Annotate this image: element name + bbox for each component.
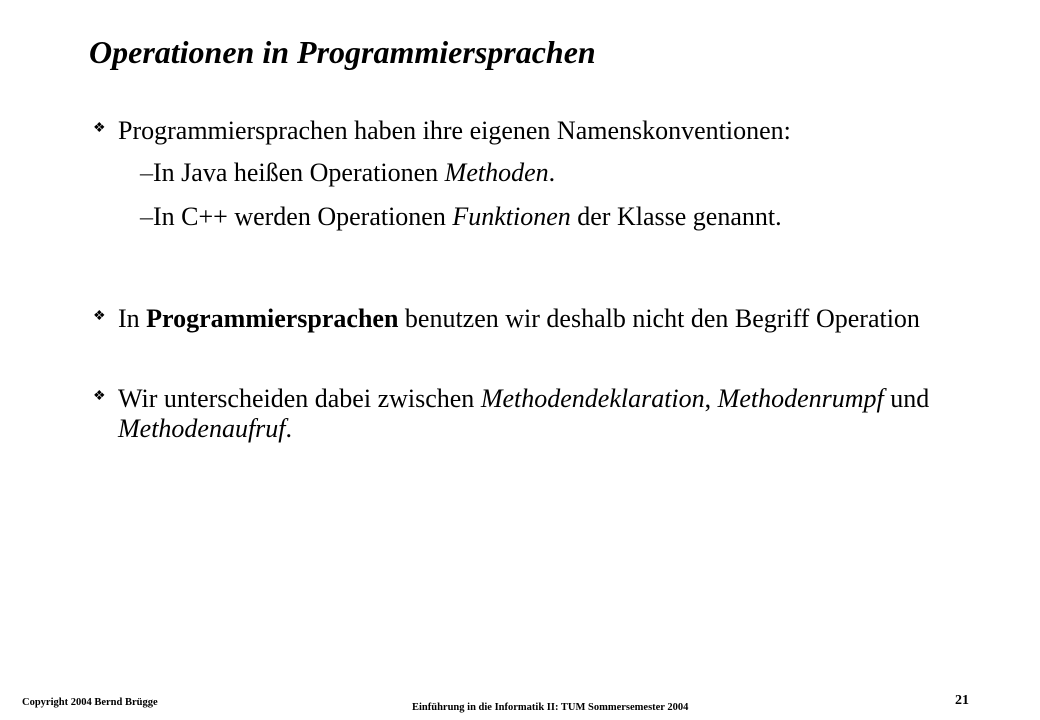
bullet-naming-conventions: [93, 116, 993, 146]
bullet-text: Programmiersprachen haben ihre eigenen Namenskonventionen:: [118, 116, 791, 145]
sub-bullet-cpp: [140, 202, 782, 232]
bullet-text-pre: Wir unterscheiden dabei zwischen: [118, 384, 481, 413]
bullet-no-operation-term: [93, 304, 983, 334]
dash-marker: –: [140, 202, 153, 231]
dash-marker: –: [140, 158, 153, 187]
page-number: 21: [955, 693, 969, 708]
bullet-text: [118, 384, 983, 444]
bullet-text-and: und: [883, 384, 930, 413]
bullet-text: [118, 304, 983, 334]
term-methodenaufruf: Methodenaufruf: [118, 414, 286, 443]
term-methodenrumpf: Methodenrumpf: [717, 384, 884, 413]
bullet-method-distinction: [93, 384, 983, 444]
diamond-bullet-icon: ❖: [93, 389, 106, 404]
bullet-text-post: benutzen wir deshalb nicht den Begriff Operation: [398, 304, 920, 333]
bullet-text-post: .: [285, 414, 293, 443]
sub-text-emphasis: Methoden: [444, 158, 549, 187]
bullet-text-strong: Programmiersprachen: [146, 304, 399, 333]
sub-text-pre: In C++ werden Operationen: [153, 202, 453, 231]
diamond-bullet-icon: ❖: [93, 309, 106, 324]
sub-text-post: .: [548, 158, 556, 187]
sub-text-pre: In Java heißen Operationen: [153, 158, 445, 187]
diamond-bullet-icon: ❖: [93, 121, 106, 136]
bullet-text-pre: In: [118, 304, 147, 333]
footer-course: Einführung in die Informatik II: TUM Sommersemester 2004: [412, 702, 689, 713]
sub-text-emphasis: Funktionen: [452, 202, 571, 231]
sub-text-post: der Klasse genannt.: [570, 202, 782, 231]
sub-bullet-java: [140, 158, 555, 188]
slide-title: Operationen in Programmiersprachen: [89, 34, 596, 70]
bullet-text-sep: ,: [704, 384, 718, 413]
term-methodendeklaration: Methodendeklaration: [480, 384, 705, 413]
footer-copyright: Copyright 2004 Bernd Brügge: [22, 697, 158, 708]
